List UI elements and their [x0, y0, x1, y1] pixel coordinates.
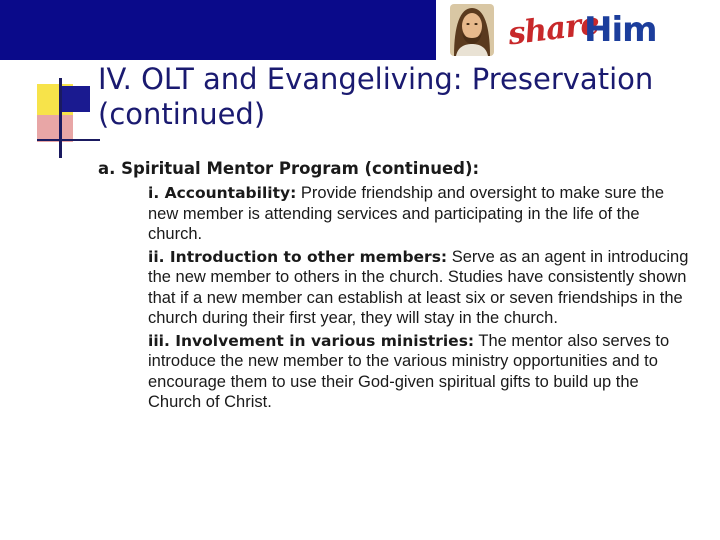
item-text: The mentor also serves to introduce the new member to the various ministry opportunities and to encourage them to use their God-given spiritual gifts to build up the Church of Christ.: [148, 331, 670, 411]
item-text: Serve as an agent in introducing the new member to others in the church. Studies have consistently shown that if a new member can establish at least six or seven friendships in the church during their first year, they will stay in the church.: [148, 247, 689, 327]
logo-him-text: Him: [584, 10, 657, 50]
list-item: [148, 183, 693, 245]
portrait-image: [450, 4, 494, 56]
list-item: [148, 331, 693, 413]
slide-title: IV. OLT and Evangeliving: Preservation (continued): [98, 62, 654, 131]
deco-pink-square: [37, 115, 73, 142]
item-label: ii. Introduction to other members:: [148, 247, 448, 266]
deco-blue-square: [62, 86, 90, 112]
section-heading: a. Spiritual Mentor Program (continued):: [98, 159, 480, 178]
logo-share-text: share: [506, 5, 601, 53]
share-him-logo: [436, 0, 720, 60]
slide-content: [98, 157, 703, 413]
list-item: [148, 247, 693, 329]
item-label: iii. Involvement in various ministries:: [148, 331, 475, 350]
item-text: Provide friendship and oversight to make sure the new member is attending services and participating in the life of the church.: [148, 184, 665, 243]
item-label: i. Accountability:: [148, 184, 297, 202]
deco-horizontal-line: [37, 139, 100, 141]
deco-vertical-line: [59, 78, 62, 158]
